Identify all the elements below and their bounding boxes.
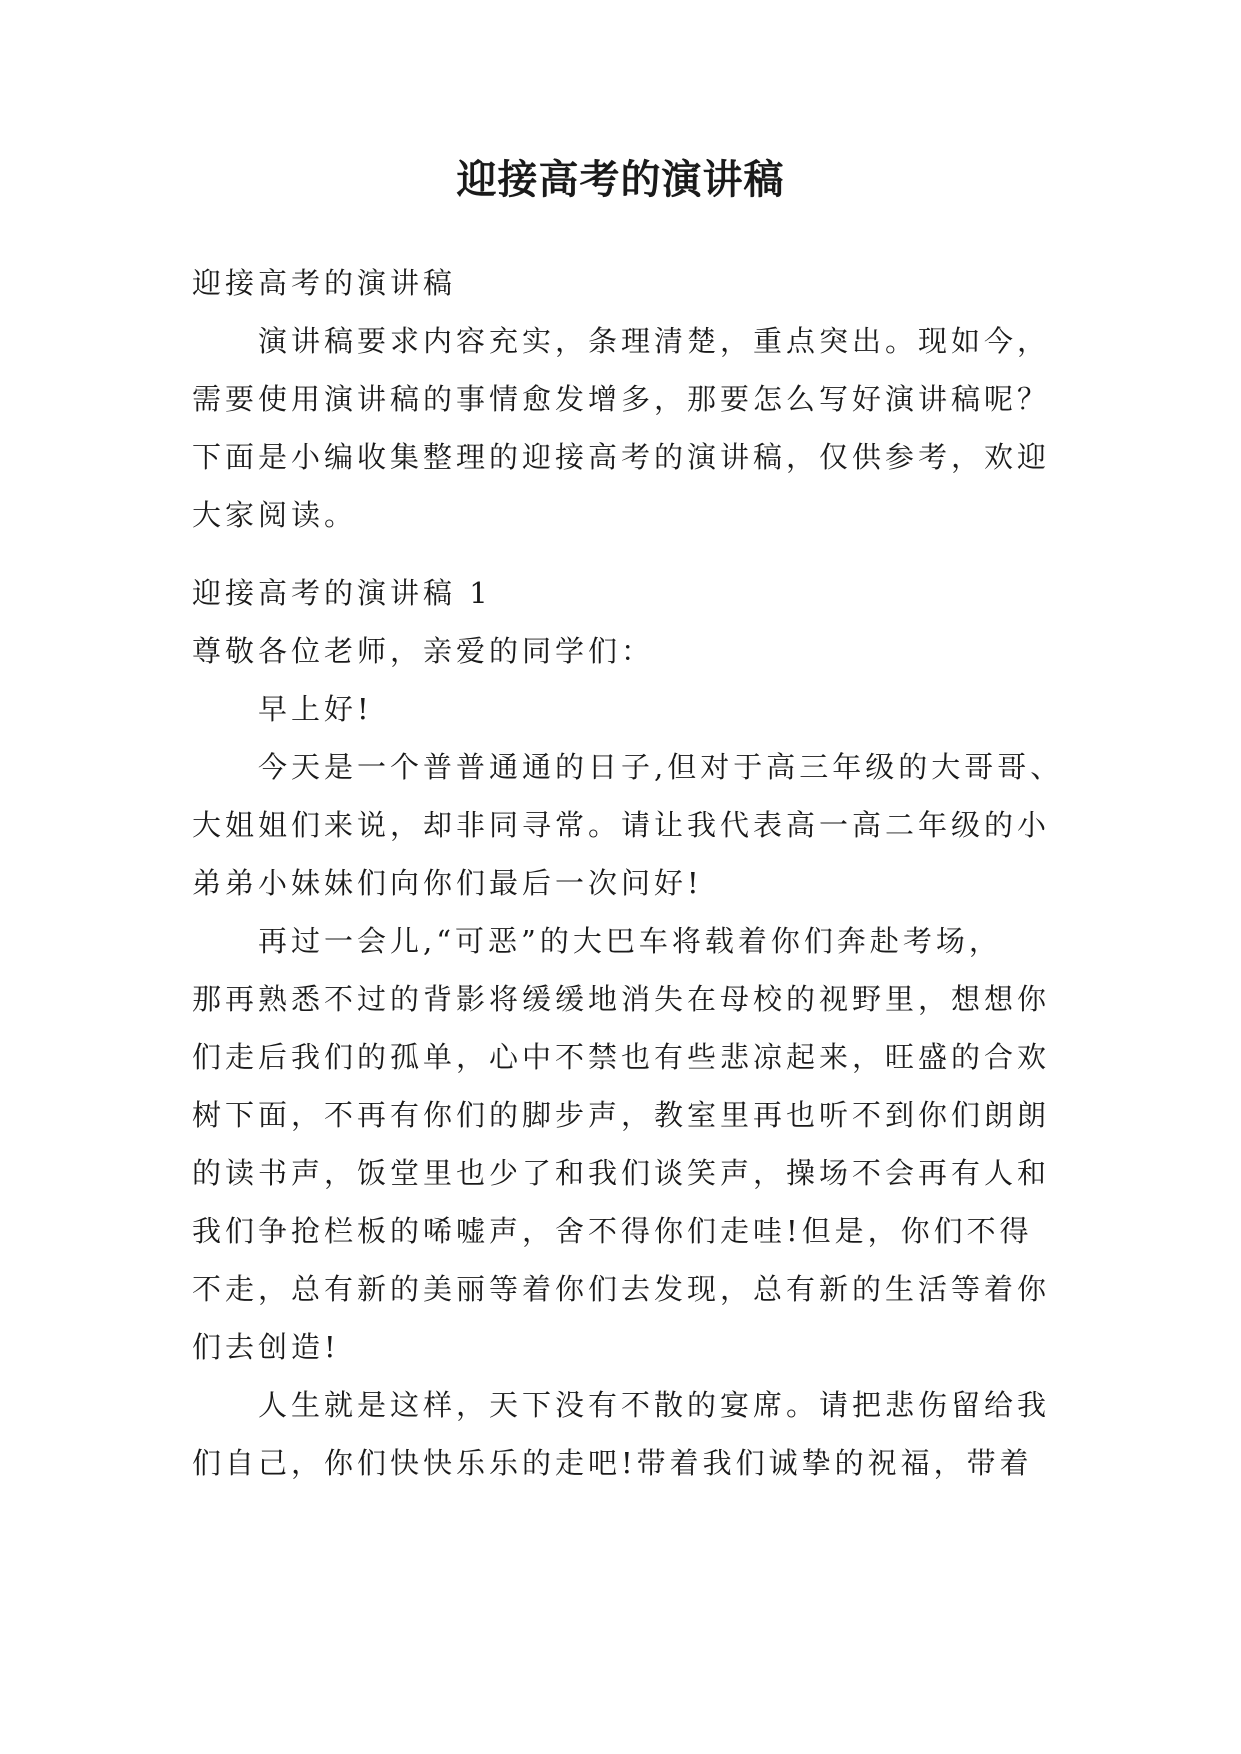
intro-line: 演讲稿要求内容充实，条理清楚，重点突出。现如今， — [258, 324, 1051, 358]
para2-line: 那再熟悉不过的背影将缓缓地消失在母校的视野里，想想你 — [192, 982, 1051, 1016]
para2-line: 们去创造! — [192, 1330, 340, 1364]
intro-line: 需要使用演讲稿的事情愈发增多，那要怎么写好演讲稿呢？ — [192, 382, 1051, 416]
para3-line: 们自己，你们快快乐乐的走吧!带着我们诚挚的祝福，带着 — [192, 1446, 1033, 1480]
para2-line: 的读书声，饭堂里也少了和我们谈笑声，操场不会再有人和 — [192, 1156, 1051, 1190]
para2-line: 树下面，不再有你们的脚步声，教室里再也听不到你们朗朗 — [192, 1098, 1051, 1132]
para1-line: 弟弟小妹妹们向你们最后一次问好! — [192, 866, 703, 900]
subtitle-line: 迎接高考的演讲稿 — [192, 266, 457, 300]
para2-line: 不走，总有新的美丽等着你们去发现，总有新的生活等着你 — [192, 1272, 1051, 1306]
intro-line: 下面是小编收集整理的迎接高考的演讲稿，仅供参考，欢迎 — [192, 440, 1051, 474]
para2-line: 们走后我们的孤单，心中不禁也有些悲凉起来，旺盛的合欢 — [192, 1040, 1051, 1074]
para1-line: 今天是一个普普通通的日子,但对于高三年级的大哥哥、 — [258, 750, 1064, 784]
para1-line: 大姐姐们来说，却非同寻常。请让我代表高一高二年级的小 — [192, 808, 1051, 842]
para3-line: 人生就是这样，天下没有不散的宴席。请把悲伤留给我 — [258, 1388, 1051, 1422]
para2-line: 再过一会儿,“可恶”的大巴车将载着你们奔赴考场， — [258, 924, 1002, 958]
salutation: 尊敬各位老师，亲爱的同学们： — [192, 634, 655, 668]
document-title: 迎接高考的演讲稿 — [456, 157, 785, 203]
para2-line: 我们争抢栏板的唏嘘声，舍不得你们走哇!但是，你们不得 — [192, 1214, 1033, 1248]
speech-section — [192, 564, 1064, 1492]
intro-line: 大家阅读。 — [192, 498, 358, 532]
greeting: 早上好! — [258, 692, 373, 726]
section-heading: 迎接高考的演讲稿 1 — [192, 576, 492, 610]
document-subtitle — [192, 254, 1052, 312]
intro-paragraph — [192, 312, 1052, 544]
